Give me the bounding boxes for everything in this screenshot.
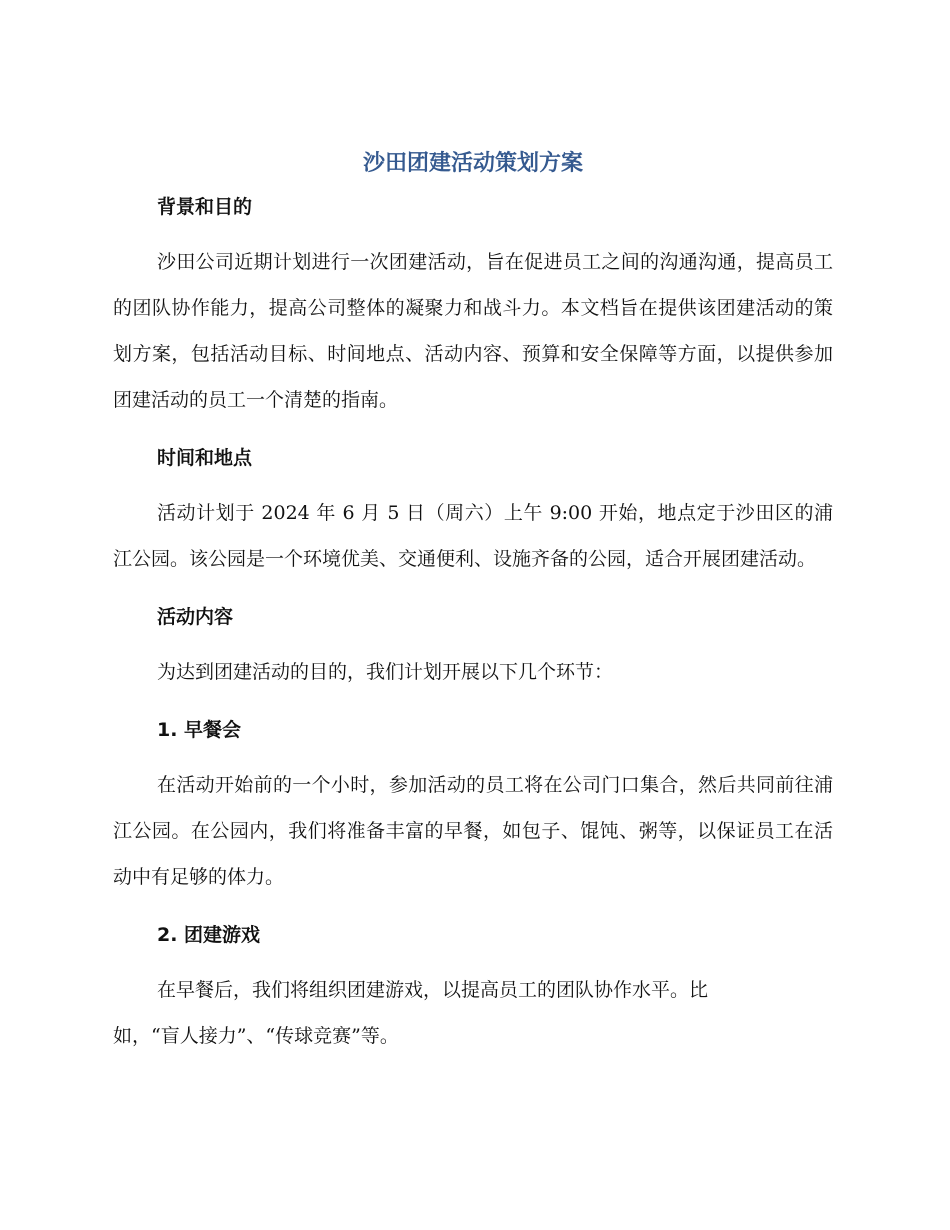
section-heading-time-location: 时间和地点 [157,447,253,469]
section-heading-activities: 活动内容 [157,606,234,628]
section-paragraph-time-location: 活动计划于 2024 年 6 月 5 日（周六）上午 9:00 开始，地点定于沙田区的浦江公园。该公园是一个环境优美、交通便利、设施齐备的公园，适合开展团建活动。 [113,502,833,570]
section-heading-team-games: 2. 团建游戏 [157,924,261,946]
section-paragraph-team-games-line-2: 如，“盲人接力”、“传球竞赛”等。 [113,1025,399,1047]
document-title: 沙田团建活动策划方案 [362,151,583,176]
document-body [113,146,833,1079]
section-paragraph-team-games-line-1: 在早餐后，我们将组织团建游戏，以提高员工的团队协作水平。比 [157,979,709,1001]
section-heading-breakfast: 1. 早餐会 [157,719,242,741]
section-paragraph-background: 沙田公司近期计划进行一次团建活动，旨在促进员工之间的沟通沟通，提高员工的团队协作能力，提高公司整体的凝聚力和战斗力。本文档旨在提供该团建活动的策划方案，包括活动目标、时间地点、活动内容、预算和安全保障等方面，以提供参加团建活动的员工一个清楚的指南。 [113,251,833,411]
section-paragraph-breakfast: 在活动开始前的一个小时，参加活动的员工将在公司门口集合，然后共同前往浦江公园。在公园内，我们将准备丰富的早餐，如包子、馄饨、粥等，以保证员工在活动中有足够的体力。 [113,774,833,888]
section-paragraph-activities: 为达到团建活动的目的，我们计划开展以下几个环节： [157,661,614,683]
section-heading-background: 背景和目的 [157,196,253,218]
